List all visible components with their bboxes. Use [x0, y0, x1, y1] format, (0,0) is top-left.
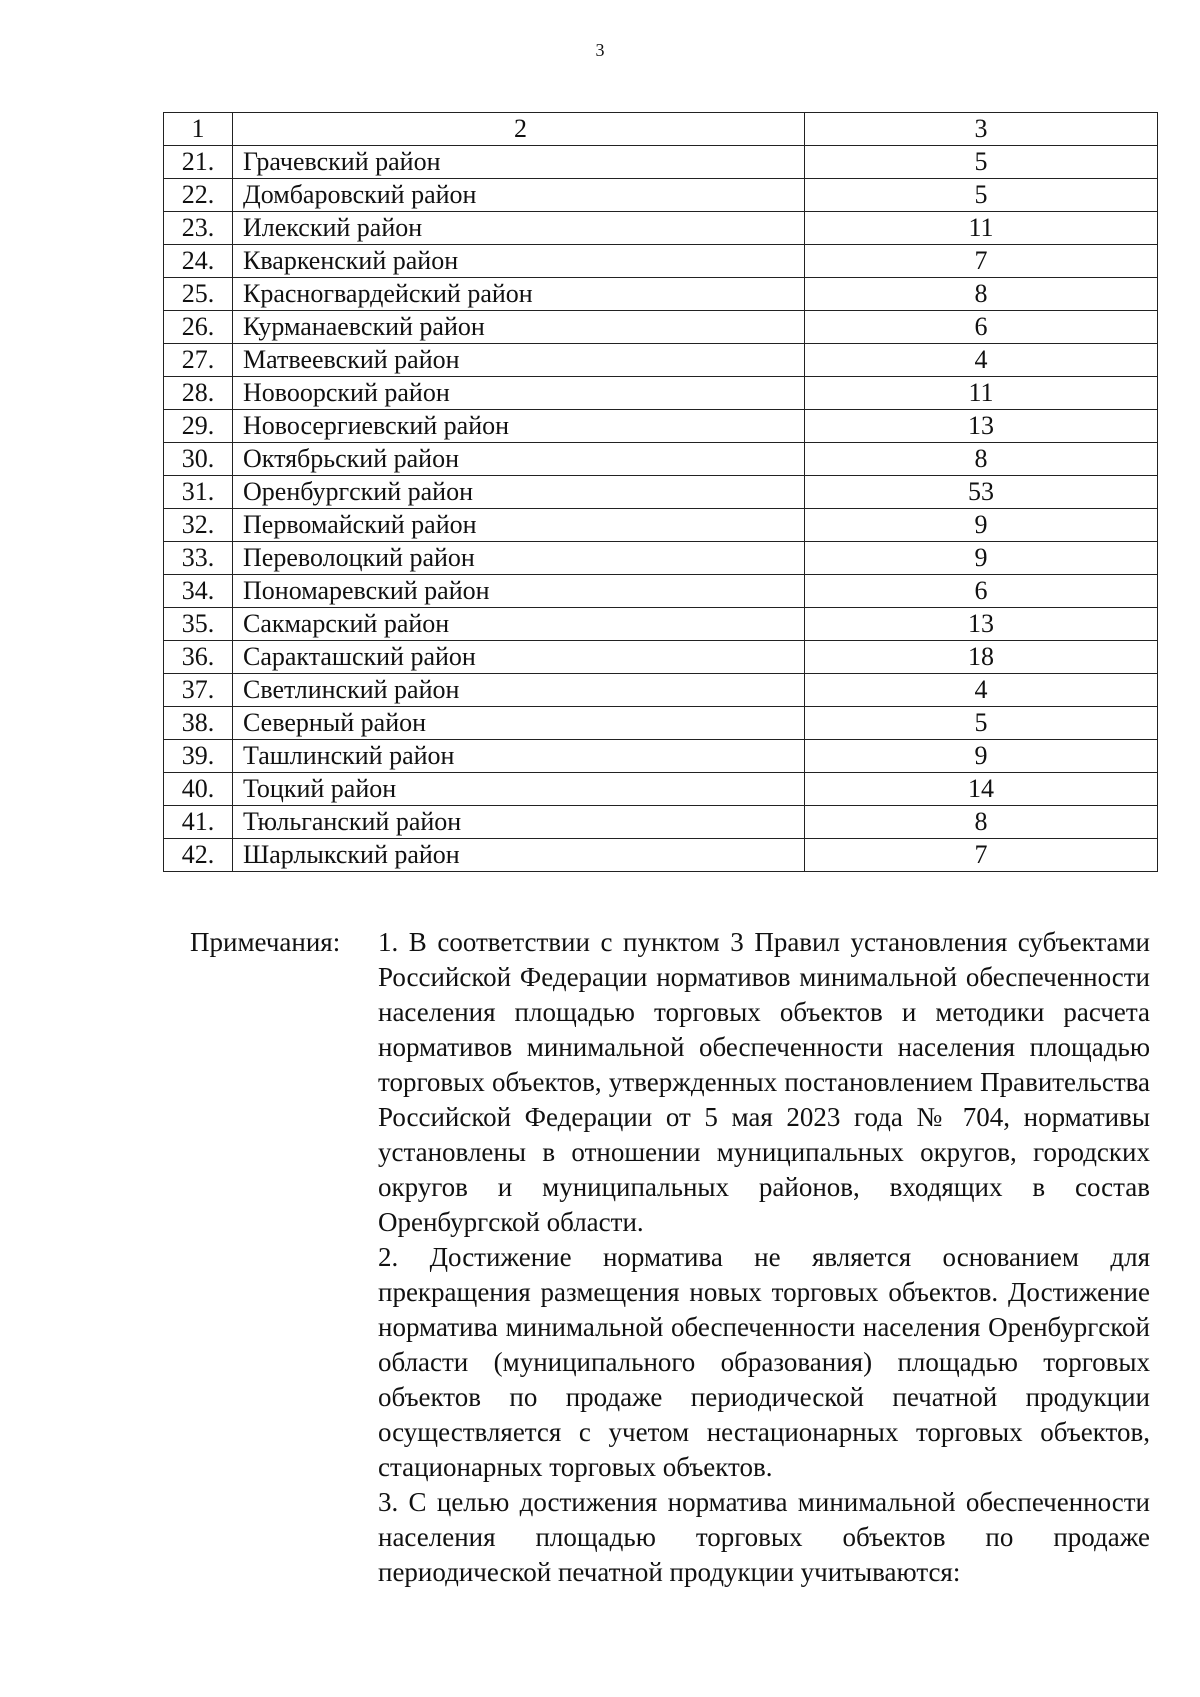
row-name-cell: Курманаевский район	[233, 311, 805, 344]
table-row	[164, 509, 1158, 542]
row-value-cell: 9	[805, 509, 1158, 542]
row-number-cell: 24.	[164, 245, 233, 278]
row-name-cell: Октябрьский район	[233, 443, 805, 476]
row-number-cell: 41.	[164, 806, 233, 839]
row-value-cell: 5	[805, 146, 1158, 179]
row-name-cell: Первомайский район	[233, 509, 805, 542]
districts-table	[163, 112, 1158, 872]
row-name-cell: Грачевский район	[233, 146, 805, 179]
row-number-cell: 30.	[164, 443, 233, 476]
table-row	[164, 839, 1158, 872]
row-number-cell: 40.	[164, 773, 233, 806]
table-row	[164, 311, 1158, 344]
row-value-cell: 4	[805, 674, 1158, 707]
row-name-cell: Новосергиевский район	[233, 410, 805, 443]
table-row	[164, 575, 1158, 608]
note-item: 2. Достижение норматива не является основанием для прекращения размещения новых торговых объектов. Достижение норматива минимальной обеспеченности населения Оренбургской области (муниципального образования) площадью торговых объектов по продаже периодической печатной продукции осуществляется с учетом нестационарных торговых объектов, стационарных торговых объектов.	[378, 1242, 1150, 1482]
row-name-cell: Шарлыкский район	[233, 839, 805, 872]
table-row	[164, 707, 1158, 740]
table-row	[164, 740, 1158, 773]
row-name-cell: Домбаровский район	[233, 179, 805, 212]
row-name-cell: Матвеевский район	[233, 344, 805, 377]
row-number-cell: 23.	[164, 212, 233, 245]
note-item: 3. С целью достижения норматива минимальной обеспеченности населения площадью торговых объектов по продаже периодической печатной продукции учитываются:	[378, 1487, 1150, 1587]
table-row	[164, 806, 1158, 839]
row-value-cell: 7	[805, 245, 1158, 278]
row-number-cell: 37.	[164, 674, 233, 707]
table-row	[164, 179, 1158, 212]
row-number-cell: 38.	[164, 707, 233, 740]
row-name-cell: Кваркенский район	[233, 245, 805, 278]
table-row	[164, 278, 1158, 311]
row-value-cell: 6	[805, 311, 1158, 344]
table-row	[164, 476, 1158, 509]
row-name-cell: Новоорский район	[233, 377, 805, 410]
row-value-cell: 5	[805, 179, 1158, 212]
row-name-cell: Светлинский район	[233, 674, 805, 707]
row-name-cell: Ташлинский район	[233, 740, 805, 773]
row-value-cell: 9	[805, 542, 1158, 575]
row-number-cell: 39.	[164, 740, 233, 773]
row-value-cell: 4	[805, 344, 1158, 377]
table-row	[164, 245, 1158, 278]
row-number-cell: 33.	[164, 542, 233, 575]
row-number-cell: 28.	[164, 377, 233, 410]
table-row	[164, 443, 1158, 476]
row-value-cell: 13	[805, 608, 1158, 641]
row-name-cell: Илекский район	[233, 212, 805, 245]
row-value-cell: 8	[805, 806, 1158, 839]
row-number-cell: 25.	[164, 278, 233, 311]
row-number-cell: 31.	[164, 476, 233, 509]
table-row	[164, 641, 1158, 674]
table-row	[164, 344, 1158, 377]
row-name-cell: Пономаревский район	[233, 575, 805, 608]
row-number-cell: 22.	[164, 179, 233, 212]
row-name-cell: Северный район	[233, 707, 805, 740]
row-name-cell: Красногвардейский район	[233, 278, 805, 311]
row-value-cell: 8	[805, 278, 1158, 311]
row-number-cell: 34.	[164, 575, 233, 608]
header-cell-value: 3	[805, 113, 1158, 146]
row-number-cell: 27.	[164, 344, 233, 377]
row-name-cell: Переволоцкий район	[233, 542, 805, 575]
row-name-cell: Тюльганский район	[233, 806, 805, 839]
row-number-cell: 26.	[164, 311, 233, 344]
row-value-cell: 9	[805, 740, 1158, 773]
table-header-row	[164, 113, 1158, 146]
row-name-cell: Саракташский район	[233, 641, 805, 674]
header-cell-name: 2	[233, 113, 805, 146]
row-number-cell: 21.	[164, 146, 233, 179]
row-value-cell: 18	[805, 641, 1158, 674]
table-row	[164, 410, 1158, 443]
row-number-cell: 36.	[164, 641, 233, 674]
table-row	[164, 146, 1158, 179]
row-value-cell: 6	[805, 575, 1158, 608]
row-number-cell: 42.	[164, 839, 233, 872]
row-value-cell: 53	[805, 476, 1158, 509]
row-value-cell: 11	[805, 377, 1158, 410]
row-value-cell: 8	[805, 443, 1158, 476]
table-row	[164, 542, 1158, 575]
row-value-cell: 7	[805, 839, 1158, 872]
table-row	[164, 608, 1158, 641]
table-row	[164, 674, 1158, 707]
row-value-cell: 11	[805, 212, 1158, 245]
row-value-cell: 14	[805, 773, 1158, 806]
table-row	[164, 212, 1158, 245]
notes-label: Примечания:	[190, 927, 341, 957]
notes-body	[378, 925, 1150, 1590]
row-name-cell: Тоцкий район	[233, 773, 805, 806]
row-name-cell: Сакмарский район	[233, 608, 805, 641]
row-number-cell: 35.	[164, 608, 233, 641]
header-cell-number: 1	[164, 113, 233, 146]
row-number-cell: 29.	[164, 410, 233, 443]
table-row	[164, 377, 1158, 410]
row-value-cell: 5	[805, 707, 1158, 740]
table-row	[164, 773, 1158, 806]
notes-section	[190, 925, 1150, 1590]
row-value-cell: 13	[805, 410, 1158, 443]
page-number: 3	[595, 40, 605, 60]
note-item: 1. В соответствии с пунктом 3 Правил установления субъектами Российской Федерации нормативов минимальной обеспеченности населения площадью торговых объектов и методики расчета нормативов минимальной обеспеченности населения площадью торговых объектов, утвержденных постановлением Правительства Российской Федерации от 5 мая 2023 года № 704, нормативы установлены в отношении муниципальных округов, городских округов и муниципальных районов, входящих в состав Оренбургской области.	[378, 927, 1150, 1237]
row-number-cell: 32.	[164, 509, 233, 542]
row-name-cell: Оренбургский район	[233, 476, 805, 509]
